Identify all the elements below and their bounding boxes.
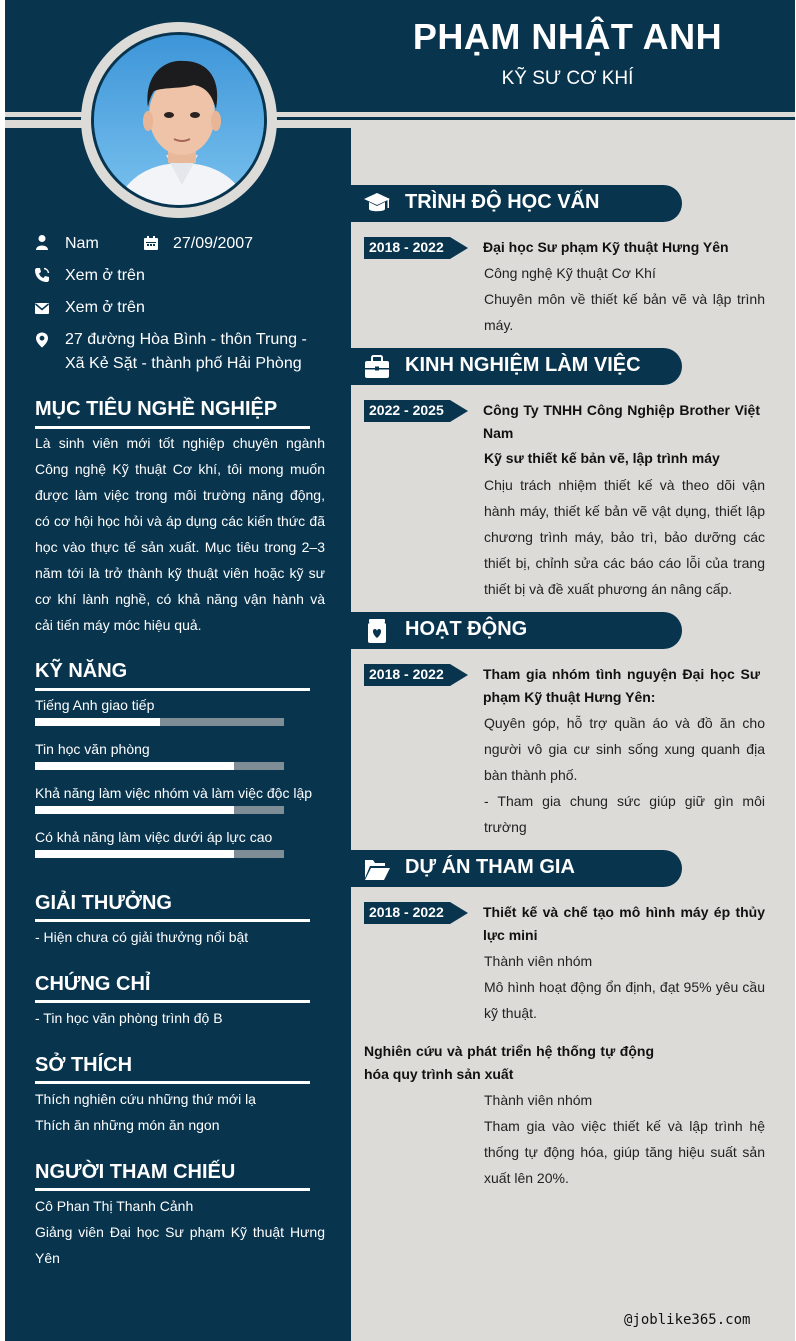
objective-text: Là sinh viên mới tốt nghiệp chuyên ngành Công nghệ Kỹ thuật Cơ khí, tôi mong muốn được làm việc trong môi trường năng động, có cơ hội học hỏi và áp dụng các kiến thức đã học vào thực tế sản xuất. Mục tiêu trong 2–3 năm tới là trở thành kỹ thuật viên hoặc kỹ sư cơ khí lành nghề, có khả năng vận hành và cải tiến máy móc hiệu quả. [35, 435, 325, 633]
education-major: Công nghệ Kỹ thuật Cơ Khí [484, 265, 656, 281]
email-icon [34, 300, 50, 316]
experience-detail: Chịu trách nhiệm thiết kế và theo dõi vận hành máy, thiết kế bản vẽ vật dụng, thiết lập chương trình máy, bảo trì, bảo dưỡng các thiết bị, chỉnh sửa các báo cáo lỗi của trang thiết bị và đề xuất phương án nâng cấp. [484, 477, 765, 597]
skills-divider [35, 688, 310, 691]
experience-date-tag [364, 400, 468, 422]
phone-value: Xem ở trên [65, 267, 145, 284]
skill-bar [35, 850, 284, 858]
certificates-text: - Tin học văn phòng trình độ B [35, 1010, 223, 1026]
phone-icon [34, 267, 50, 283]
hobby-item: Thích ăn những món ăn ngon [35, 1117, 220, 1133]
experience-company: Công Ty TNHH Công Nghiệp Brother Việt Nam [483, 402, 760, 441]
projects-date: 2018 - 2022 [369, 904, 444, 920]
avatar [91, 32, 267, 208]
skill-bar-fill [35, 762, 234, 770]
activities-date: 2018 - 2022 [369, 666, 444, 682]
activities-date-tag [364, 664, 468, 686]
candidate-role: KỸ SƯ CƠ KHÍ [501, 68, 634, 89]
reference-position: Giảng viên Đại học Sư phạm Kỹ thuật Hưng Yên [35, 1224, 325, 1266]
project-detail: Mô hình hoạt động ổn định, đạt 95% yêu cầu kỹ thuật. [484, 979, 765, 1021]
awards-text: - Hiện chưa có giải thưởng nổi bật [35, 929, 249, 945]
briefcase-icon [363, 354, 391, 380]
certificates-divider [35, 1000, 310, 1003]
skill-bar-fill [35, 718, 160, 726]
reference-name: Cô Phan Thị Thanh Cảnh [35, 1198, 194, 1214]
sidebar [5, 128, 351, 1341]
skill-label: Khả năng làm việc nhóm và làm việc độc lập [35, 785, 313, 801]
hobby-item: Thích nghiên cứu những thứ mới lạ [35, 1091, 256, 1107]
education-school: Đại học Sư phạm Kỹ thuật Hưng Yên [483, 239, 729, 255]
education-date: 2018 - 2022 [369, 239, 444, 255]
certificates-title: CHỨNG CHỈ [35, 973, 151, 995]
hobbies-divider [35, 1081, 310, 1084]
folder-open-icon [363, 856, 391, 882]
project-role: Thành viên nhóm [484, 1092, 593, 1108]
volunteer-badge-icon [363, 618, 391, 644]
projects-title: DỰ ÁN THAM GIA [405, 856, 575, 878]
projects-header [351, 850, 682, 887]
education-title: TRÌNH ĐỘ HỌC VẤN [405, 191, 600, 213]
activities-title: HOẠT ĐỘNG [405, 618, 528, 640]
skill-bar [35, 762, 284, 770]
hobbies-title: SỞ THÍCH [35, 1054, 133, 1076]
skill-bar-fill [35, 850, 234, 858]
candidate-name: PHẠM NHẬT ANH [412, 16, 723, 57]
email-value: Xem ở trên [65, 299, 145, 316]
awards-divider [35, 919, 310, 922]
experience-position: Kỹ sư thiết kế bản vẽ, lập trình máy [484, 450, 720, 466]
graduation-cap-icon [363, 191, 391, 217]
awards-title: GIẢI THƯỞNG [35, 892, 172, 914]
references-divider [35, 1188, 310, 1191]
education-detail: Chuyên môn về thiết kế bản vẽ và lập trình máy. [484, 291, 765, 333]
references-title: NGƯỜI THAM CHIẾU [35, 1161, 236, 1183]
activities-detail: Quyên góp, hỗ trợ quần áo và đồ ăn cho người vô gia cư sinh sống xung quanh địa bàn thành phố. [484, 715, 765, 783]
activities-header [351, 612, 682, 649]
project-title: Nghiên cứu và phát triển hệ thống tự động hóa quy trình sản xuất [364, 1043, 654, 1082]
education-date-tag [364, 237, 468, 259]
user-icon [34, 234, 50, 250]
activities-org: Tham gia nhóm tình nguyện Đại học Sư phạm Kỹ thuật Hưng Yên: [483, 666, 760, 705]
education-header [351, 185, 682, 222]
skill-bar [35, 718, 284, 726]
skill-label: Tiếng Anh giao tiếp [35, 697, 155, 713]
projects-date-tag [364, 902, 468, 924]
project-title: Thiết kế và chế tạo mô hình máy ép thủy lực mini [483, 904, 765, 943]
project-role: Thành viên nhóm [484, 953, 593, 969]
activities-detail: - Tham gia chung sức giúp giữ gìn môi trường [484, 793, 765, 835]
footer-watermark: @joblike365.com [624, 1312, 751, 1328]
project-detail: Tham gia vào việc thiết kế và lập trình hệ thống tự động hóa, giúp tăng hiệu suất sản xuất lên 20%. [484, 1118, 765, 1186]
skill-label: Có khả năng làm việc dưới áp lực cao [35, 829, 273, 845]
objective-divider [35, 426, 310, 429]
address-value: 27 đường Hòa Bình - thôn Trung - Xã Kẻ Sặt - thành phố Hải Phòng [65, 331, 307, 372]
birthdate-value: 27/09/2007 [173, 235, 254, 252]
skill-label: Tin học văn phòng [35, 741, 150, 757]
location-pin-icon [34, 332, 50, 348]
experience-header [351, 348, 682, 385]
skill-bar-fill [35, 806, 234, 814]
objective-title: MỤC TIÊU NGHỀ NGHIỆP [35, 398, 278, 420]
experience-date: 2022 - 2025 [369, 402, 444, 418]
resume-page [5, 0, 795, 1341]
calendar-icon [143, 235, 159, 251]
gender-value: Nam [65, 235, 99, 252]
skill-bar [35, 806, 284, 814]
experience-title: KINH NGHIỆM LÀM VIỆC [405, 354, 641, 376]
skills-title: KỸ NĂNG [35, 660, 128, 682]
